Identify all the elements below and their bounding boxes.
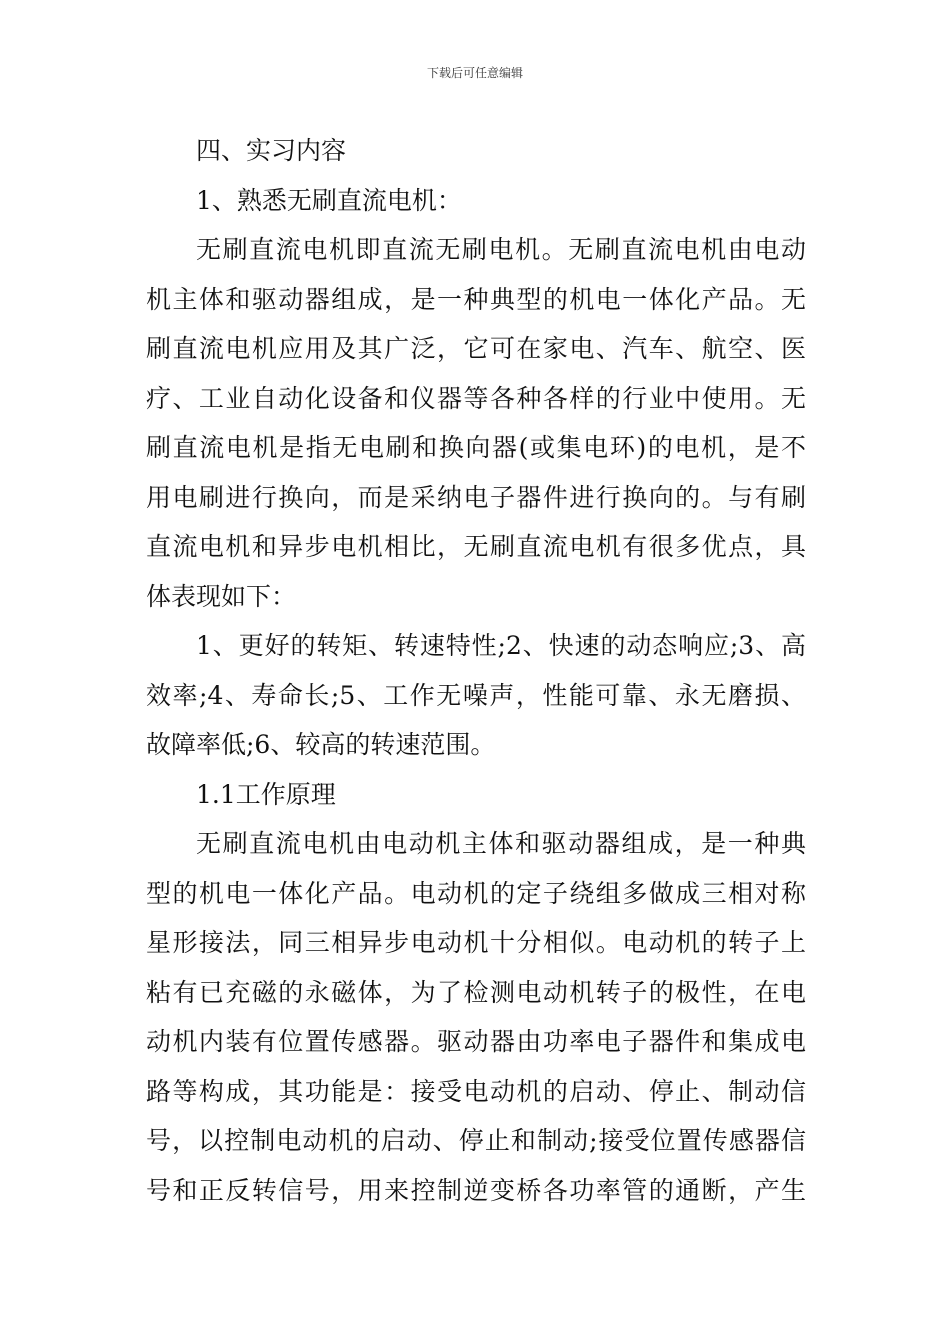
paragraph-line: 路等构成，其功能是：接受电动机的启动、停止、制动信 xyxy=(146,1076,806,1106)
paragraph-line: 刷直流电机应用及其广泛，它可在家电、汽车、航空、医 xyxy=(146,334,806,363)
paragraph-line: 疗、工业自动化设备和仪器等各种各样的行业中使用。无 xyxy=(146,383,806,413)
paragraph-line: 号，以控制电动机的启动、停止和制动;接受位置传感器信 xyxy=(146,1126,806,1155)
paragraph-line: 体表现如下： xyxy=(146,581,297,611)
page-header-note: 下载后可任意编辑 xyxy=(426,66,523,80)
paragraph-line: 直流电机和异步电机相比，无刷直流电机有很多优点，具 xyxy=(146,532,806,561)
document-body xyxy=(146,126,806,1215)
paragraph-line: 号和正反转信号，用来控制逆变桥各功率管的通断，产生 xyxy=(146,1175,806,1205)
paragraph-line: 无刷直流电机由电动机主体和驱动器组成，是一种典 xyxy=(196,829,806,858)
paragraph-line: 粘有已充磁的永磁体，为了检测电动机转子的极性，在电 xyxy=(146,977,806,1007)
paragraph-line: 故障率低;6、较高的转速范围。 xyxy=(146,730,496,759)
paragraph-line: 刷直流电机是指无电刷和换向器(或集电环)的电机，是不 xyxy=(146,433,806,462)
paragraph-line: 动机内装有位置传感器。驱动器由功率电子器件和集成电 xyxy=(146,1027,806,1056)
paragraph-line: 1、更好的转矩、转速特性;2、快速的动态响应;3、高 xyxy=(196,631,806,660)
section-heading: 四、实习内容 xyxy=(196,136,347,165)
paragraph-line: 无刷直流电机即直流无刷电机。无刷直流电机由电动 xyxy=(196,235,806,264)
paragraph-line: 机主体和驱动器组成，是一种典型的机电一体化产品。无 xyxy=(146,284,806,314)
paragraph-line: 效率;4、寿命长;5、工作无噪声，性能可靠、永无磨损、 xyxy=(146,680,806,710)
paragraph-line: 型的机电一体化产品。电动机的定子绕组多做成三相对称 xyxy=(146,878,806,908)
paragraph-line: 用电刷进行换向，而是采纳电子器件进行换向的。与有刷 xyxy=(146,482,806,512)
subsection-heading: 1、熟悉无刷直流电机： xyxy=(196,185,462,215)
subsection-heading: 1.1工作原理 xyxy=(196,779,336,809)
paragraph-line: 星形接法，同三相异步电动机十分相似。电动机的转子上 xyxy=(146,928,806,957)
